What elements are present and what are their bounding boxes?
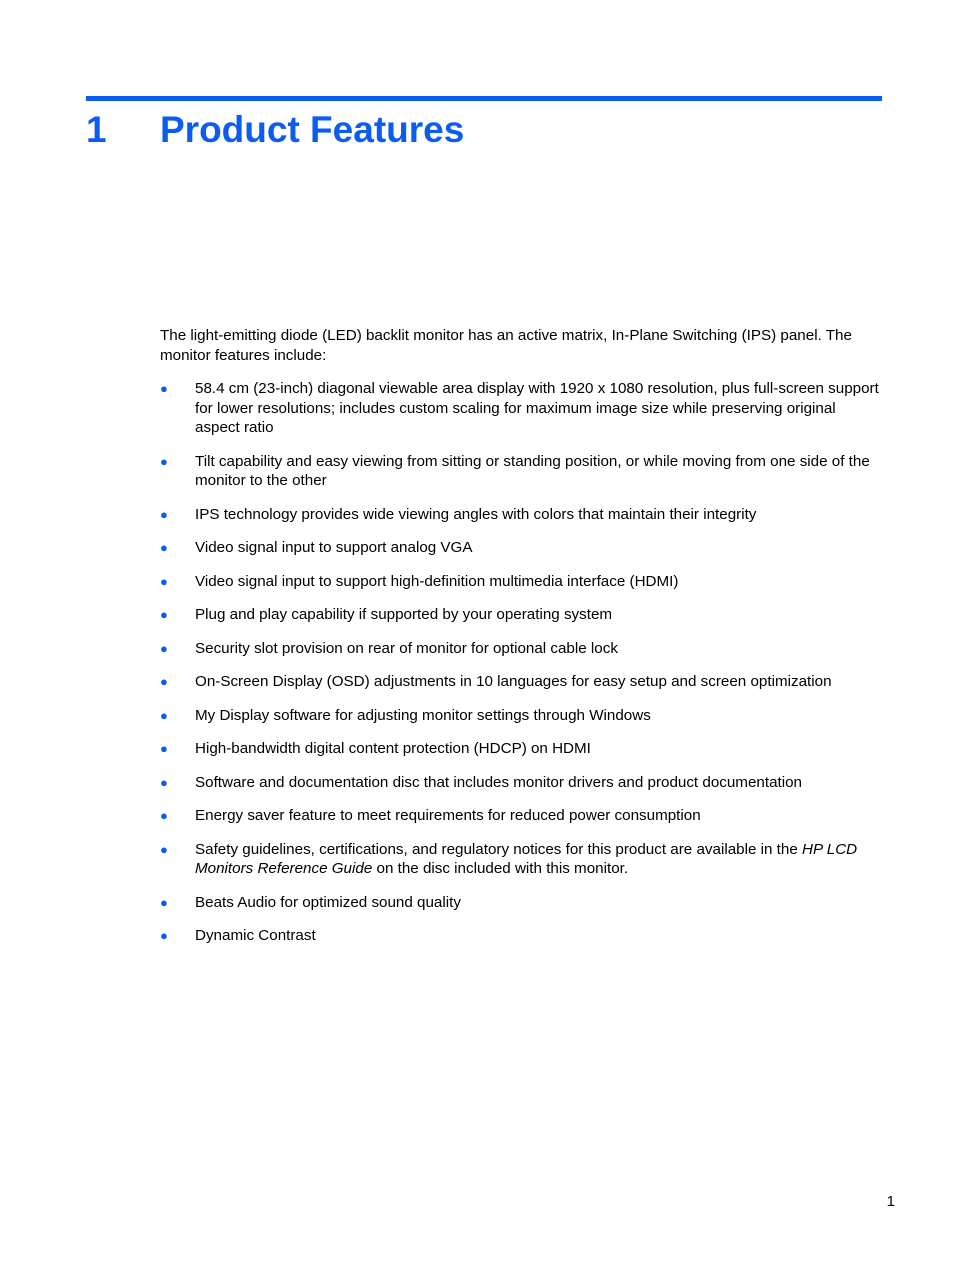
feature-text-before: Safety guidelines, certifications, and regulatory notices for this product are available in the <box>195 840 802 858</box>
feature-text: Dynamic Contrast <box>195 927 316 944</box>
feature-text-after: on the disc included with this monitor. <box>372 860 629 877</box>
bullet-icon: ● <box>160 774 168 790</box>
feature-text: Energy saver feature to meet requirements for reduced power consumption <box>195 807 701 824</box>
list-item <box>160 572 882 592</box>
list-item <box>160 840 882 879</box>
list-item <box>160 538 882 558</box>
bullet-icon: ● <box>160 607 168 622</box>
chapter-title: Product Features <box>160 109 465 150</box>
list-item <box>160 605 882 625</box>
feature-text: Video signal input to support analog VGA <box>195 539 473 556</box>
bullet-icon: ● <box>160 841 168 857</box>
list-item <box>160 706 882 726</box>
feature-text <box>195 841 857 878</box>
bullet-icon: ● <box>160 540 168 555</box>
bullet-icon: ● <box>160 674 168 689</box>
feature-list <box>160 379 882 960</box>
feature-text: On-Screen Display (OSD) adjustments in 10 languages for easy setup and screen optimization <box>195 673 832 690</box>
feature-text: My Display software for adjusting monitor settings through Windows <box>195 706 651 724</box>
feature-text: 58.4 cm (23-inch) diagonal viewable area display with 1920 x 1080 resolution, plus full-screen support for lower resolutions; includes custom scaling for maximum image size while preserving original aspect ratio <box>195 380 879 436</box>
bullet-icon: ● <box>160 741 168 756</box>
chapter-rule <box>86 96 882 101</box>
chapter-heading <box>86 108 464 152</box>
list-item <box>160 379 882 438</box>
feature-text: Tilt capability and easy viewing from sitting or standing position, or while moving from one side of the monitor to the other <box>195 452 870 489</box>
feature-text: Software and documentation disc that includes monitor drivers and product documentation <box>195 773 803 791</box>
feature-text: Beats Audio for optimized sound quality <box>195 893 461 911</box>
reference-guide-title: HP LCD Monitors Reference Guide <box>195 840 858 877</box>
list-item <box>160 639 882 659</box>
feature-text: High-bandwidth digital content protection (HDCP) on HDMI <box>195 740 591 757</box>
list-item <box>160 773 882 793</box>
intro-paragraph: The light-emitting diode (LED) backlit monitor has an active matrix, In-Plane Switching (IPS) panel. The monitor features include: <box>160 327 852 364</box>
bullet-icon: ● <box>160 573 168 589</box>
bullet-icon: ● <box>160 808 168 823</box>
list-item <box>160 505 882 525</box>
list-item <box>160 893 882 913</box>
page-number: 1 <box>886 1193 895 1210</box>
feature-text: Plug and play capability if supported by your operating system <box>195 606 613 623</box>
bullet-icon: ● <box>160 640 168 656</box>
bullet-icon: ● <box>160 707 168 723</box>
chapter-number: 1 <box>86 109 107 150</box>
feature-text: Security slot provision on rear of monitor for optional cable lock <box>195 639 618 657</box>
bullet-icon: ● <box>160 928 168 943</box>
feature-text: Video signal input to support high-definition multimedia interface (HDMI) <box>195 572 679 590</box>
bullet-icon: ● <box>160 894 168 910</box>
feature-text: IPS technology provides wide viewing angles with colors that maintain their integrity <box>195 505 757 523</box>
bullet-icon: ● <box>160 381 168 396</box>
list-item <box>160 672 882 692</box>
list-item <box>160 739 882 759</box>
list-item <box>160 926 882 946</box>
list-item <box>160 806 882 826</box>
list-item <box>160 452 882 491</box>
bullet-icon: ● <box>160 453 168 469</box>
bullet-icon: ● <box>160 506 168 522</box>
